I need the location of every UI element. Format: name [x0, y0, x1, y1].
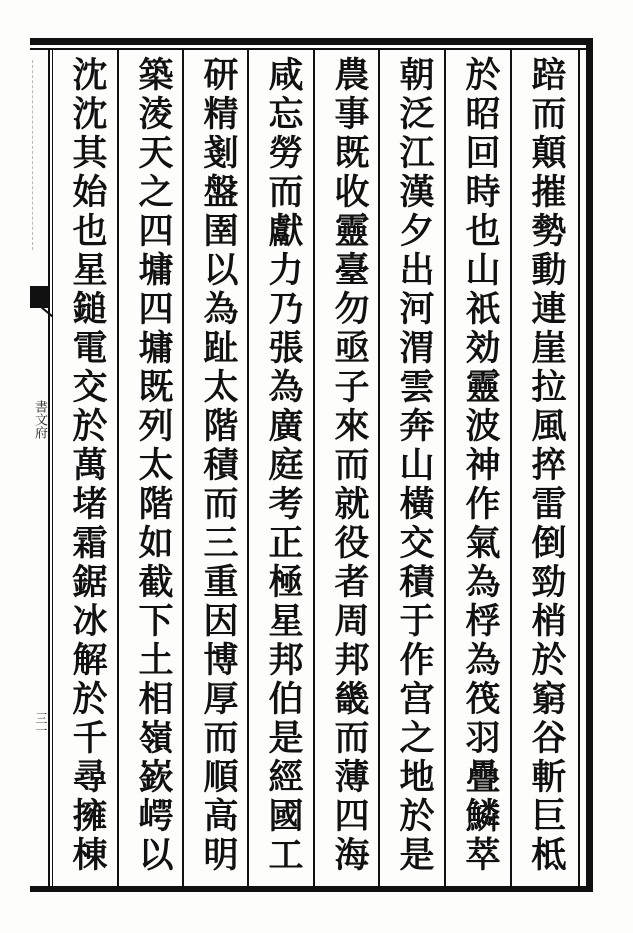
- text-column: [125, 56, 181, 882]
- text-column: [190, 56, 246, 882]
- column-divider: [182, 50, 184, 886]
- text-column: [386, 56, 442, 882]
- frame-top-border: [30, 38, 592, 45]
- column-divider: [378, 50, 380, 886]
- column-text: 農事既收靈臺勿亟子來而就役者周邦畿而薄四海: [329, 56, 370, 875]
- column-divider: [313, 50, 315, 886]
- text-column: [452, 56, 508, 882]
- column-text: 踣而顛摧勢動連崖拉風捽雷倒勁梢於窮谷斬巨柢: [526, 56, 567, 875]
- text-column: [255, 56, 311, 882]
- margin-book-title: 書文府: [32, 400, 47, 439]
- column-divider: [510, 50, 512, 886]
- column-text: 沈沈其始也星鎚電交於萬堵霜鋸冰解於千尋擁棟: [67, 56, 108, 875]
- frame-right-border: [586, 38, 593, 892]
- frame-bottom-border: [30, 886, 592, 892]
- text-column: [518, 56, 574, 882]
- column-text: 築淩天之四墉四墉既列太階如截下土相嶺嶔崿以: [133, 56, 174, 875]
- frame-top-inner-border: [30, 48, 592, 50]
- margin-divider-thin: [52, 50, 53, 886]
- column-text: 朝泛江漢夕出河渭雲奔山橫交積于作宫之地於是: [394, 56, 435, 875]
- margin-page-number: 三一: [34, 712, 48, 736]
- column-divider: [444, 50, 446, 886]
- margin-bleed-through: [32, 60, 47, 250]
- column-text: 咸忘勞而獻力乃張為廣庭考正極星邦伯是經國工: [263, 56, 304, 875]
- column-divider: [247, 50, 249, 886]
- column-divider: [117, 50, 119, 886]
- frame-right-inner-border: [578, 48, 580, 886]
- text-column: [59, 56, 115, 882]
- column-text: 研精剗盤圉以為趾太階積而三重因博厚而順高明: [198, 56, 239, 875]
- text-column: [321, 56, 377, 882]
- column-text: 於昭回時也山祇効靈波神作氣為桴為筏羽疊鱗萃: [460, 56, 501, 875]
- margin-divider: [48, 50, 50, 886]
